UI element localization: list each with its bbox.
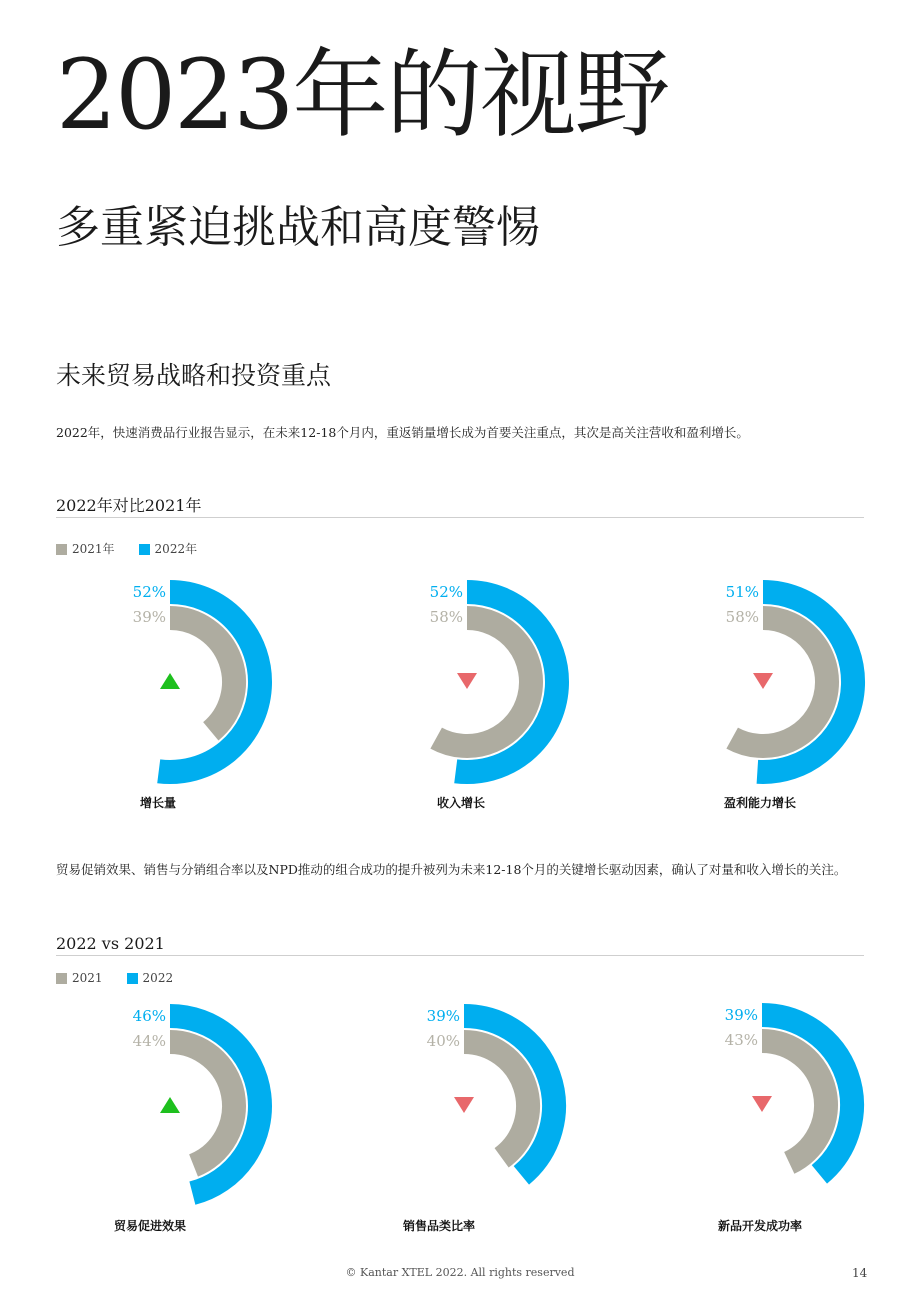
arc-2021 bbox=[732, 618, 827, 746]
value-label-2022: 39% bbox=[426, 1007, 460, 1025]
chart-block-title-2: 2022 vs 2021 bbox=[56, 933, 864, 956]
chart-block-title-1: 2022年对比2021年 bbox=[56, 495, 864, 518]
arc-2021 bbox=[170, 618, 234, 731]
chart-label-profit-growth: 盈利能力增长 bbox=[724, 796, 797, 810]
value-label-2022: 51% bbox=[725, 583, 759, 601]
legend-label-2021: 2021年 bbox=[72, 542, 115, 556]
donut-chart-trade-promotion bbox=[30, 1002, 170, 1222]
legend-swatch-2022 bbox=[139, 544, 150, 555]
trend-down-icon bbox=[454, 1097, 474, 1113]
intro-paragraph: 2022年，快速消费品行业报告显示，在未来12-18个月内，重返销量增长成为首要关注重点，其次是高关注营收和盈利增长。 bbox=[56, 425, 749, 440]
arc-2021 bbox=[170, 1042, 234, 1166]
donut-chart-sales-mix bbox=[324, 1002, 464, 1222]
chart-label-trade-promotion: 贸易促进效果 bbox=[114, 1219, 187, 1233]
trend-down-icon bbox=[752, 1096, 772, 1112]
trend-down-icon bbox=[457, 673, 477, 689]
chart-label-sales-mix: 销售品类比率 bbox=[403, 1219, 476, 1233]
donut-chart-npd-success bbox=[622, 1001, 762, 1221]
legend-item-2022 bbox=[127, 971, 174, 985]
value-label-2021: 58% bbox=[725, 608, 759, 626]
section-title: 未来贸易战略和投资重点 bbox=[56, 361, 332, 390]
drivers-paragraph: 贸易促销效果、销售与分销组合率以及NPD推动的组合成功的提升被列为未来12-18个月的关键增长驱动因素，确认了对量和收入增长的关注。 bbox=[56, 862, 847, 877]
arc-2021 bbox=[762, 1041, 826, 1163]
legend-2 bbox=[56, 971, 173, 985]
donut-chart-volume-growth bbox=[30, 578, 170, 798]
donut-chart-profit-growth bbox=[623, 578, 763, 798]
legend-item-2021 bbox=[56, 971, 103, 985]
value-label-2022: 52% bbox=[429, 583, 463, 601]
value-label-2021: 39% bbox=[132, 608, 166, 626]
chart-label-volume-growth: 增长量 bbox=[140, 796, 177, 810]
donut-chart-revenue-growth bbox=[327, 578, 467, 798]
legend-swatch-2022 bbox=[127, 973, 138, 984]
page-subtitle: 多重紧迫挑战和高度警惕 bbox=[56, 202, 540, 253]
legend-1 bbox=[56, 542, 197, 556]
trend-up-icon bbox=[160, 673, 180, 689]
chart-label-npd-success: 新品开发成功率 bbox=[718, 1219, 803, 1233]
legend-swatch-2021 bbox=[56, 973, 67, 984]
value-label-2022: 52% bbox=[132, 583, 166, 601]
value-label-2022: 46% bbox=[132, 1007, 166, 1025]
value-label-2021: 43% bbox=[724, 1031, 758, 1049]
page-number: 14 bbox=[852, 1266, 868, 1280]
value-label-2021: 40% bbox=[426, 1032, 460, 1050]
trend-up-icon bbox=[160, 1097, 180, 1113]
chart-label-revenue-growth: 收入增长 bbox=[437, 796, 486, 810]
legend-label-2022: 2022 bbox=[142, 971, 174, 985]
legend-item-2022 bbox=[139, 542, 198, 556]
arc-2021 bbox=[436, 618, 531, 746]
copyright-footer: © Kantar XTEL 2022. All rights reserved bbox=[345, 1266, 575, 1279]
legend-swatch-2021 bbox=[56, 544, 67, 555]
value-label-2022: 39% bbox=[724, 1006, 758, 1024]
trend-down-icon bbox=[753, 673, 773, 689]
legend-item-2021 bbox=[56, 542, 115, 556]
value-label-2021: 44% bbox=[132, 1032, 166, 1050]
legend-label-2021: 2021 bbox=[72, 971, 103, 985]
arc-2021 bbox=[464, 1042, 528, 1158]
page-title: 2023年的视野 bbox=[56, 39, 669, 151]
value-label-2021: 58% bbox=[429, 608, 463, 626]
legend-label-2022: 2022年 bbox=[154, 542, 198, 556]
